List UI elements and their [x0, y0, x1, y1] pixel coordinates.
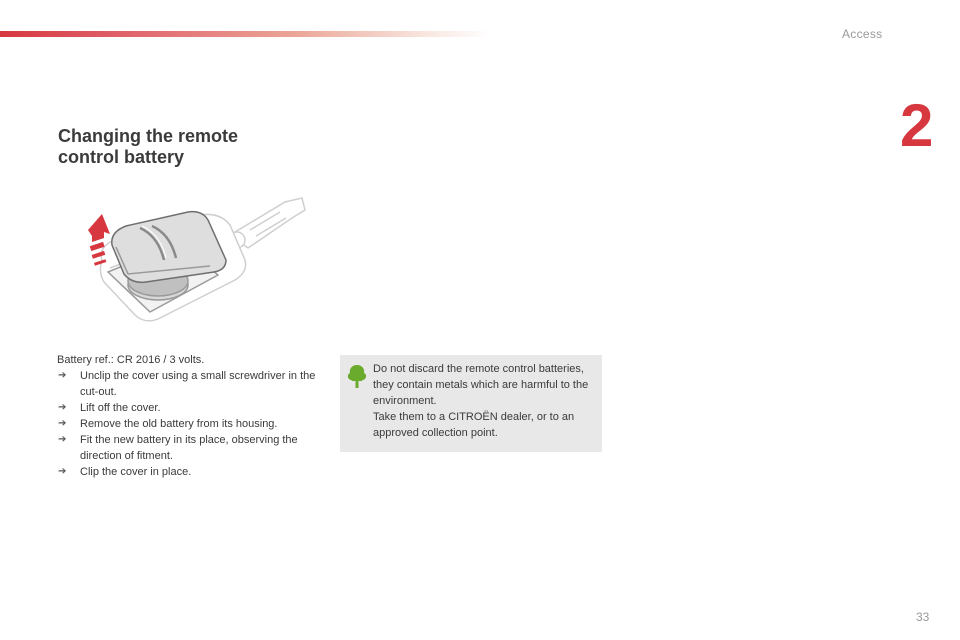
step-text: Unclip the cover using a small screwdriver in the cut-out. — [80, 370, 316, 398]
environment-note — [340, 355, 602, 452]
header-accent-bar — [0, 31, 490, 37]
arrow-bullet-icon: ➔ — [58, 434, 67, 445]
list-item — [57, 464, 322, 480]
page-title-line-1: Changing the remote — [58, 126, 239, 146]
section-label: Access — [842, 27, 883, 41]
list-item — [57, 416, 322, 432]
arrow-bullet-icon: ➔ — [58, 370, 67, 381]
chapter-number: 2 — [900, 92, 934, 159]
arrow-bullet-icon: ➔ — [58, 418, 67, 429]
page-title — [58, 126, 238, 168]
page-number: 33 — [916, 610, 930, 624]
key-fob-battery-illustration — [80, 190, 320, 340]
arrow-bullet-icon: ➔ — [58, 402, 67, 413]
page-title-line-2: control battery — [58, 147, 185, 167]
list-item — [57, 400, 322, 416]
list-item — [57, 432, 322, 464]
note-line-2: Take them to a CITROËN dealer, or to an approved collection point. — [373, 411, 575, 439]
step-text: Fit the new battery in its place, observing the direction of fitment. — [80, 434, 298, 462]
step-text: Lift off the cover. — [80, 402, 161, 414]
battery-reference: Battery ref.: CR 2016 / 3 volts. — [57, 354, 205, 366]
list-item — [57, 368, 322, 400]
environment-tree-icon — [346, 363, 368, 389]
note-text — [373, 361, 595, 441]
note-line-1: Do not discard the remote control batteries, they contain metals which are harmful to the environment. — [373, 363, 589, 407]
step-text: Clip the cover in place. — [80, 466, 192, 478]
steps-list — [57, 368, 322, 480]
instructions — [57, 352, 322, 480]
arrow-bullet-icon: ➔ — [58, 466, 67, 477]
step-text: Remove the old battery from its housing. — [80, 418, 278, 430]
